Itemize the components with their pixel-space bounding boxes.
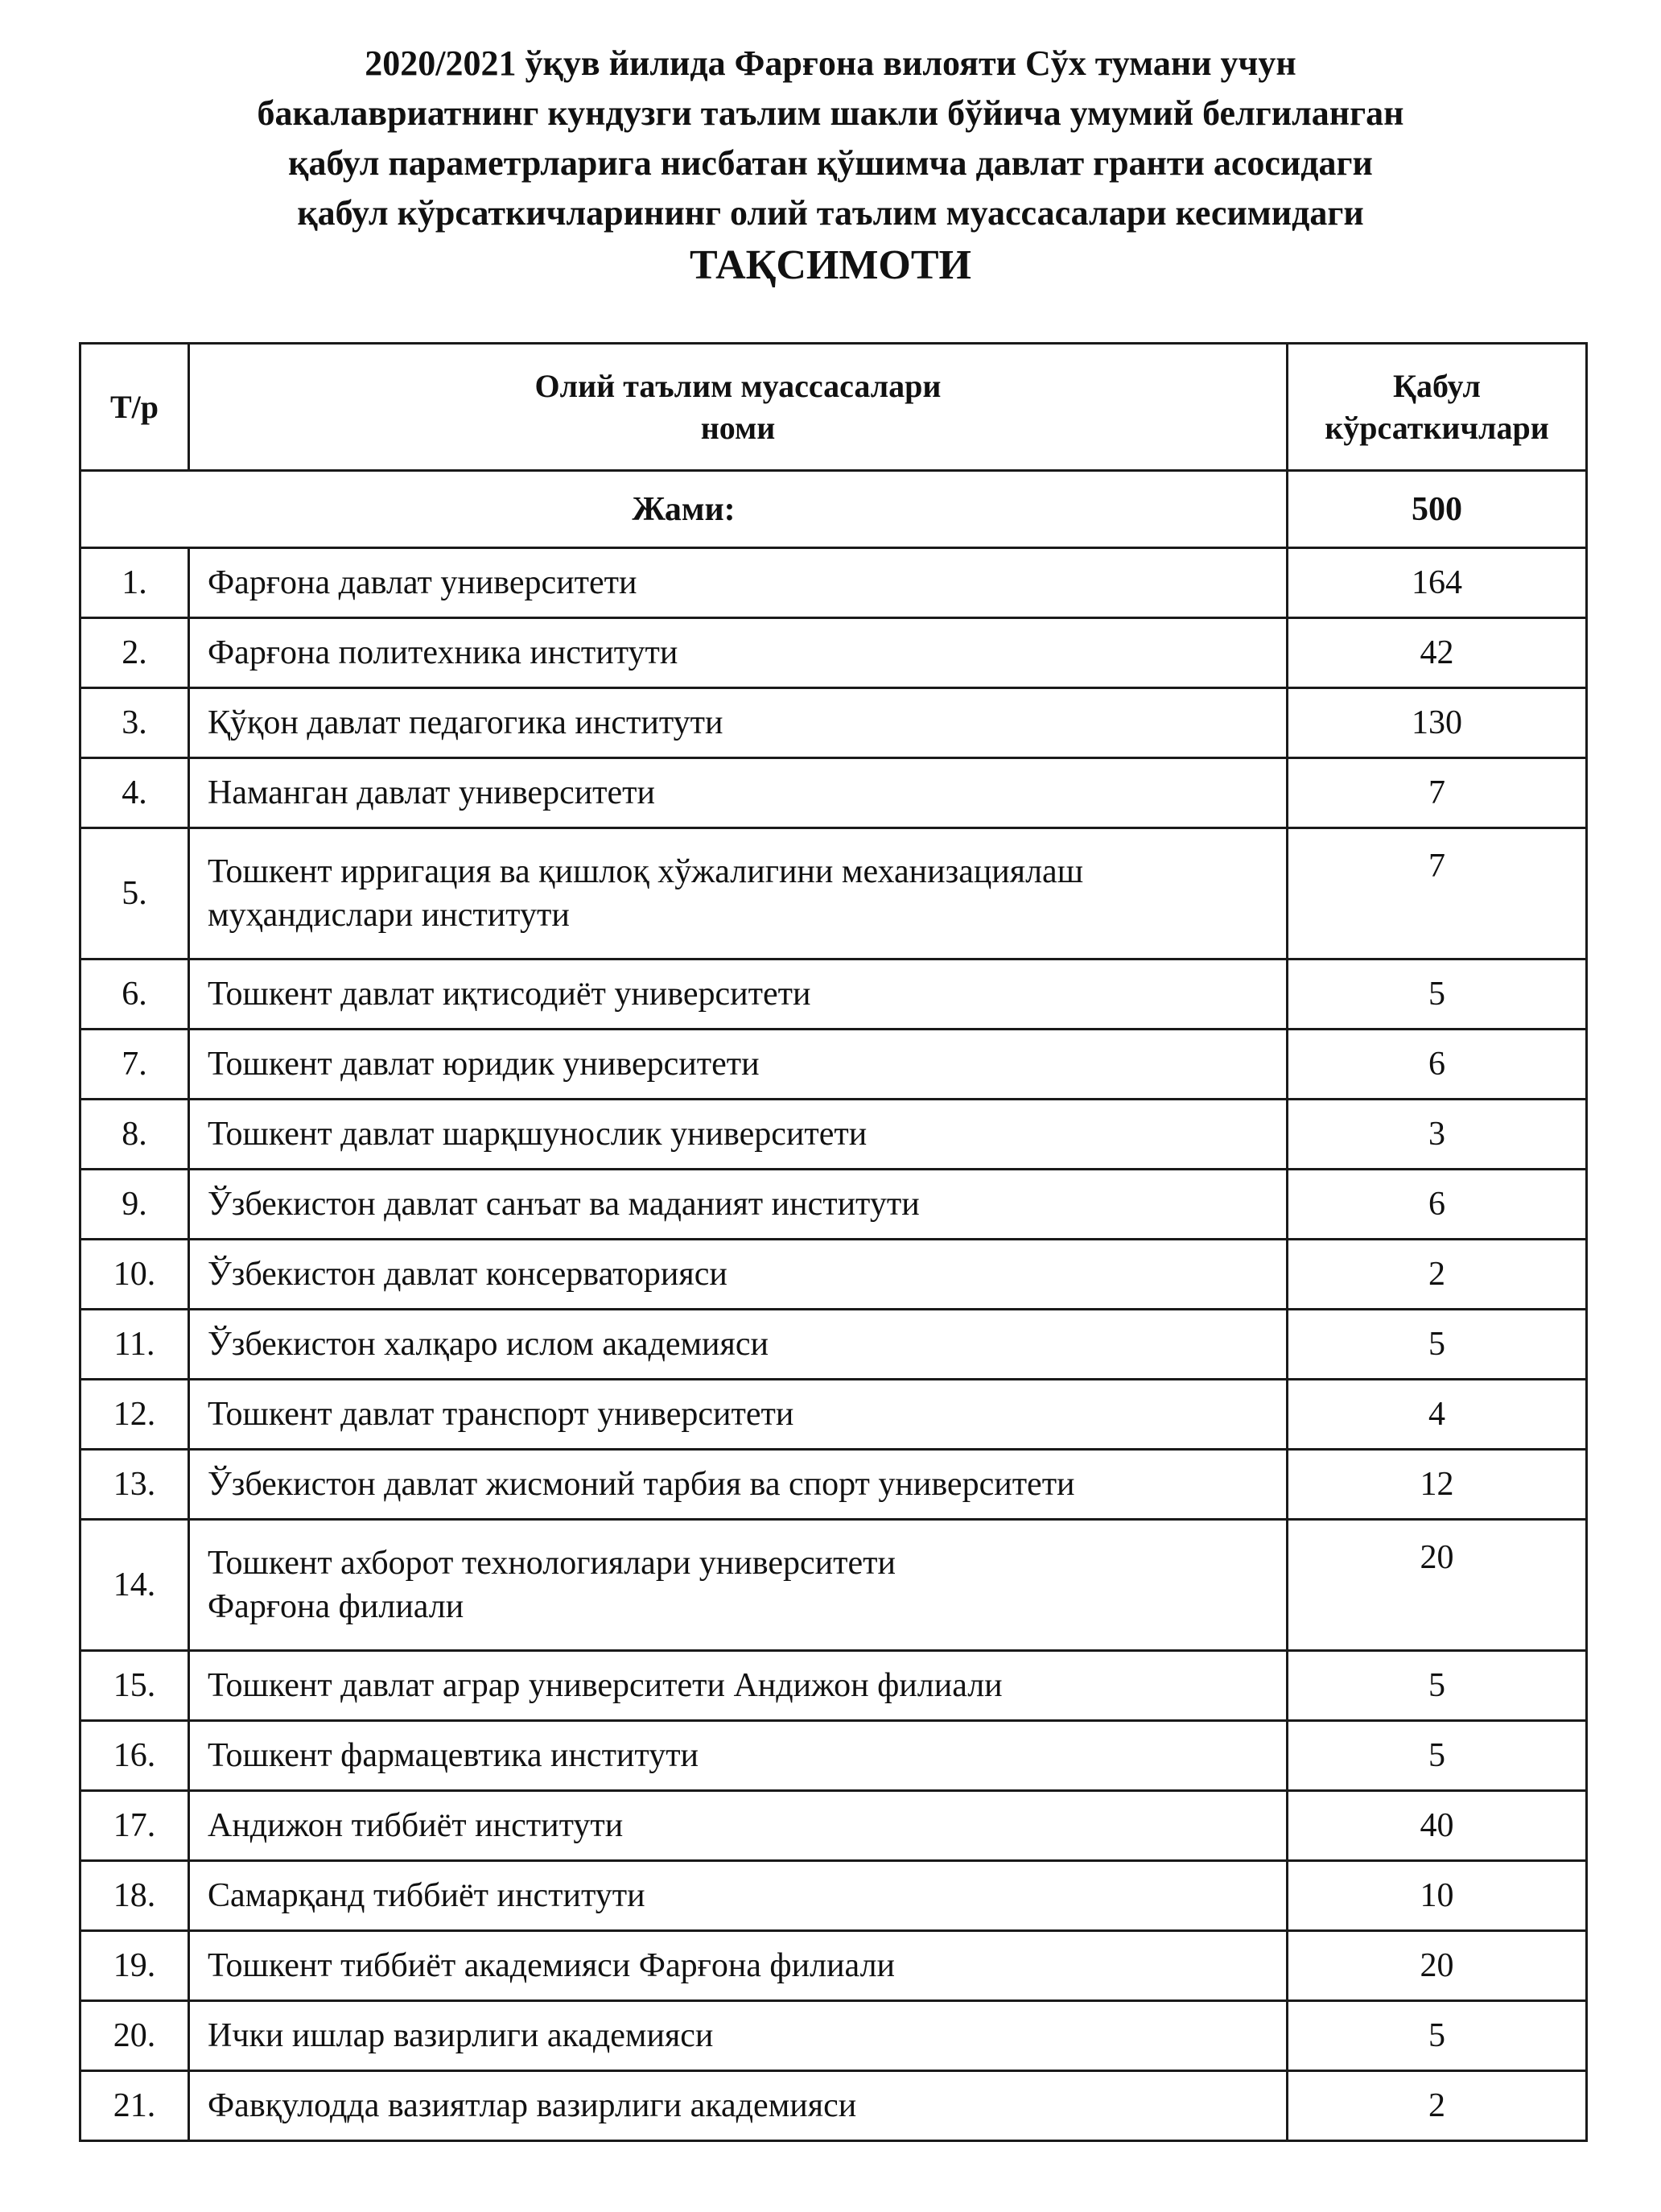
admission-count: 12	[1288, 1450, 1587, 1520]
row-number: 10.	[80, 1240, 189, 1310]
institution-name-line-1: Самарқанд тиббиёт институти	[208, 1877, 645, 1914]
row-number: 6.	[80, 959, 189, 1030]
admission-count: 7	[1288, 828, 1587, 959]
institution-name	[189, 1240, 1288, 1310]
institution-name	[189, 758, 1288, 828]
table-header-row	[80, 344, 1587, 471]
row-number: 1.	[80, 548, 189, 618]
admission-count: 20	[1288, 1520, 1587, 1651]
row-number: 5.	[80, 828, 189, 959]
header-value	[1288, 344, 1587, 471]
row-number: 14.	[80, 1520, 189, 1651]
admission-count: 3	[1288, 1100, 1587, 1170]
institution-name-line-1: Фарғона давлат университети	[208, 564, 637, 601]
row-number: 11.	[80, 1310, 189, 1380]
table-row	[80, 1791, 1587, 1861]
admission-count: 5	[1288, 1310, 1587, 1380]
institution-name-line-1: Ички ишлар вазирлиги академияси	[208, 2017, 714, 2054]
institution-name	[189, 1100, 1288, 1170]
institution-name	[189, 1450, 1288, 1520]
institution-name	[189, 618, 1288, 688]
table-row	[80, 1721, 1587, 1791]
table-row	[80, 2001, 1587, 2071]
table-row	[80, 828, 1587, 959]
table-row	[80, 548, 1587, 618]
table-row	[80, 1240, 1587, 1310]
table-row	[80, 1931, 1587, 2001]
institution-name	[189, 1520, 1288, 1651]
institution-name-line-1: Қўқон давлат педагогика институти	[208, 704, 723, 741]
institution-name-line-1: Тошкент давлат юридик университети	[208, 1046, 760, 1083]
table-row	[80, 1030, 1587, 1100]
admission-count: 7	[1288, 758, 1587, 828]
row-number: 8.	[80, 1100, 189, 1170]
header-name-line-2: номи	[700, 409, 776, 446]
admission-count: 20	[1288, 1931, 1587, 2001]
institution-name-line-1: Тошкент давлат аграр университети Андижон филиали	[208, 1667, 1003, 1704]
institution-name	[189, 1310, 1288, 1380]
row-number: 20.	[80, 2001, 189, 2071]
row-number: 16.	[80, 1721, 189, 1791]
admission-count: 164	[1288, 548, 1587, 618]
institution-name	[189, 1380, 1288, 1450]
row-number: 7.	[80, 1030, 189, 1100]
institution-name-line-1: Тошкент давлат шарқшунослик университети	[208, 1116, 868, 1153]
header-name-line-1: Олий таълим муассасалари	[534, 367, 942, 404]
institution-name-line-1: Тошкент фармацевтика институти	[208, 1737, 699, 1774]
institution-name-line-1: Фарғона политехника институти	[208, 634, 678, 671]
institution-name	[189, 688, 1288, 758]
admission-count: 40	[1288, 1791, 1587, 1861]
institution-name	[189, 1861, 1288, 1931]
header-value-line-2: кўрсаткичлари	[1325, 409, 1549, 446]
table-row	[80, 959, 1587, 1030]
institution-name	[189, 1651, 1288, 1721]
row-number: 21.	[80, 2071, 189, 2141]
header-value-line-1: Қабул	[1393, 367, 1481, 404]
institution-name	[189, 959, 1288, 1030]
institution-name	[189, 1931, 1288, 2001]
admission-count: 5	[1288, 959, 1587, 1030]
institution-name-line-1: Тошкент ахборот технологиялари университети	[208, 1545, 896, 1582]
institution-name	[189, 1030, 1288, 1100]
admission-count: 42	[1288, 618, 1587, 688]
table-row	[80, 1651, 1587, 1721]
institution-name-line-1: Тошкент тиббиёт академияси Фарғона филиали	[208, 1947, 896, 1984]
document-title	[0, 39, 1661, 293]
admission-count: 5	[1288, 2001, 1587, 2071]
row-number: 12.	[80, 1380, 189, 1450]
row-number: 17.	[80, 1791, 189, 1861]
title-line-4: қабул кўрсаткичларининг олий таълим муассасалари кесимидаги	[297, 193, 1364, 233]
institution-name-line-1: Ўзбекистон халқаро ислом академияси	[208, 1326, 769, 1363]
row-number: 3.	[80, 688, 189, 758]
admission-count: 4	[1288, 1380, 1587, 1450]
distribution-table	[79, 342, 1588, 2142]
table-row	[80, 1380, 1587, 1450]
total-label: Жами:	[80, 471, 1288, 548]
institution-name-line-1: Наманган давлат университети	[208, 774, 656, 811]
institution-name-line-2: муҳандислари институти	[208, 897, 570, 934]
admission-count: 2	[1288, 1240, 1587, 1310]
admission-count: 5	[1288, 1721, 1587, 1791]
row-number: 15.	[80, 1651, 189, 1721]
table-row	[80, 1310, 1587, 1380]
institution-name	[189, 828, 1288, 959]
institution-name-line-1: Андижон тиббиёт институти	[208, 1807, 624, 1844]
admission-count: 6	[1288, 1030, 1587, 1100]
row-number: 13.	[80, 1450, 189, 1520]
institution-name-line-1: Ўзбекистон давлат санъат ва маданият институти	[208, 1186, 920, 1223]
institution-name	[189, 1791, 1288, 1861]
institution-name-line-1: Ўзбекистон давлат консерваторияси	[208, 1256, 727, 1293]
row-number: 9.	[80, 1170, 189, 1240]
institution-name	[189, 1170, 1288, 1240]
table-row	[80, 1170, 1587, 1240]
institution-name	[189, 2071, 1288, 2141]
institution-name-line-1: Ўзбекистон давлат жисмоний тарбия ва спорт университети	[208, 1466, 1075, 1503]
table-row	[80, 758, 1587, 828]
table-row	[80, 1861, 1587, 1931]
row-number: 19.	[80, 1931, 189, 2001]
table-row	[80, 618, 1587, 688]
total-row	[80, 471, 1587, 548]
table-row	[80, 2071, 1587, 2141]
header-num: Т/р	[80, 344, 189, 471]
table-row	[80, 1100, 1587, 1170]
institution-name	[189, 1721, 1288, 1791]
row-number: 18.	[80, 1861, 189, 1931]
admission-count: 2	[1288, 2071, 1587, 2141]
institution-name-line-1: Тошкент ирригация ва қишлоқ хўжалигини механизациялаш	[208, 853, 1084, 890]
title-line-3: қабул параметрларига нисбатан қўшимча давлат гранти асосидаги	[288, 143, 1373, 183]
institution-name	[189, 548, 1288, 618]
institution-name	[189, 2001, 1288, 2071]
row-number: 4.	[80, 758, 189, 828]
admission-count: 6	[1288, 1170, 1587, 1240]
table-row	[80, 1520, 1587, 1651]
admission-count: 5	[1288, 1651, 1587, 1721]
admission-count: 10	[1288, 1861, 1587, 1931]
institution-name-line-1: Тошкент давлат иқтисодиёт университети	[208, 976, 811, 1013]
table-row	[80, 1450, 1587, 1520]
row-number: 2.	[80, 618, 189, 688]
title-main: ТАҚСИМОТИ	[689, 242, 971, 288]
institution-name-line-1: Тошкент давлат транспорт университети	[208, 1396, 794, 1433]
header-name	[189, 344, 1288, 471]
institution-name-line-1: Фавқулодда вазиятлар вазирлиги академияси	[208, 2087, 857, 2124]
title-line-2: бакалавриатнинг кундузги таълим шакли бўйича умумий белгиланган	[257, 93, 1404, 133]
total-value: 500	[1288, 471, 1587, 548]
institution-name-line-2: Фарғона филиали	[208, 1588, 464, 1625]
title-line-1: 2020/2021 ўқув йилида Фарғона вилояти Сўх тумани учун	[365, 43, 1296, 83]
admission-count: 130	[1288, 688, 1587, 758]
table-row	[80, 688, 1587, 758]
